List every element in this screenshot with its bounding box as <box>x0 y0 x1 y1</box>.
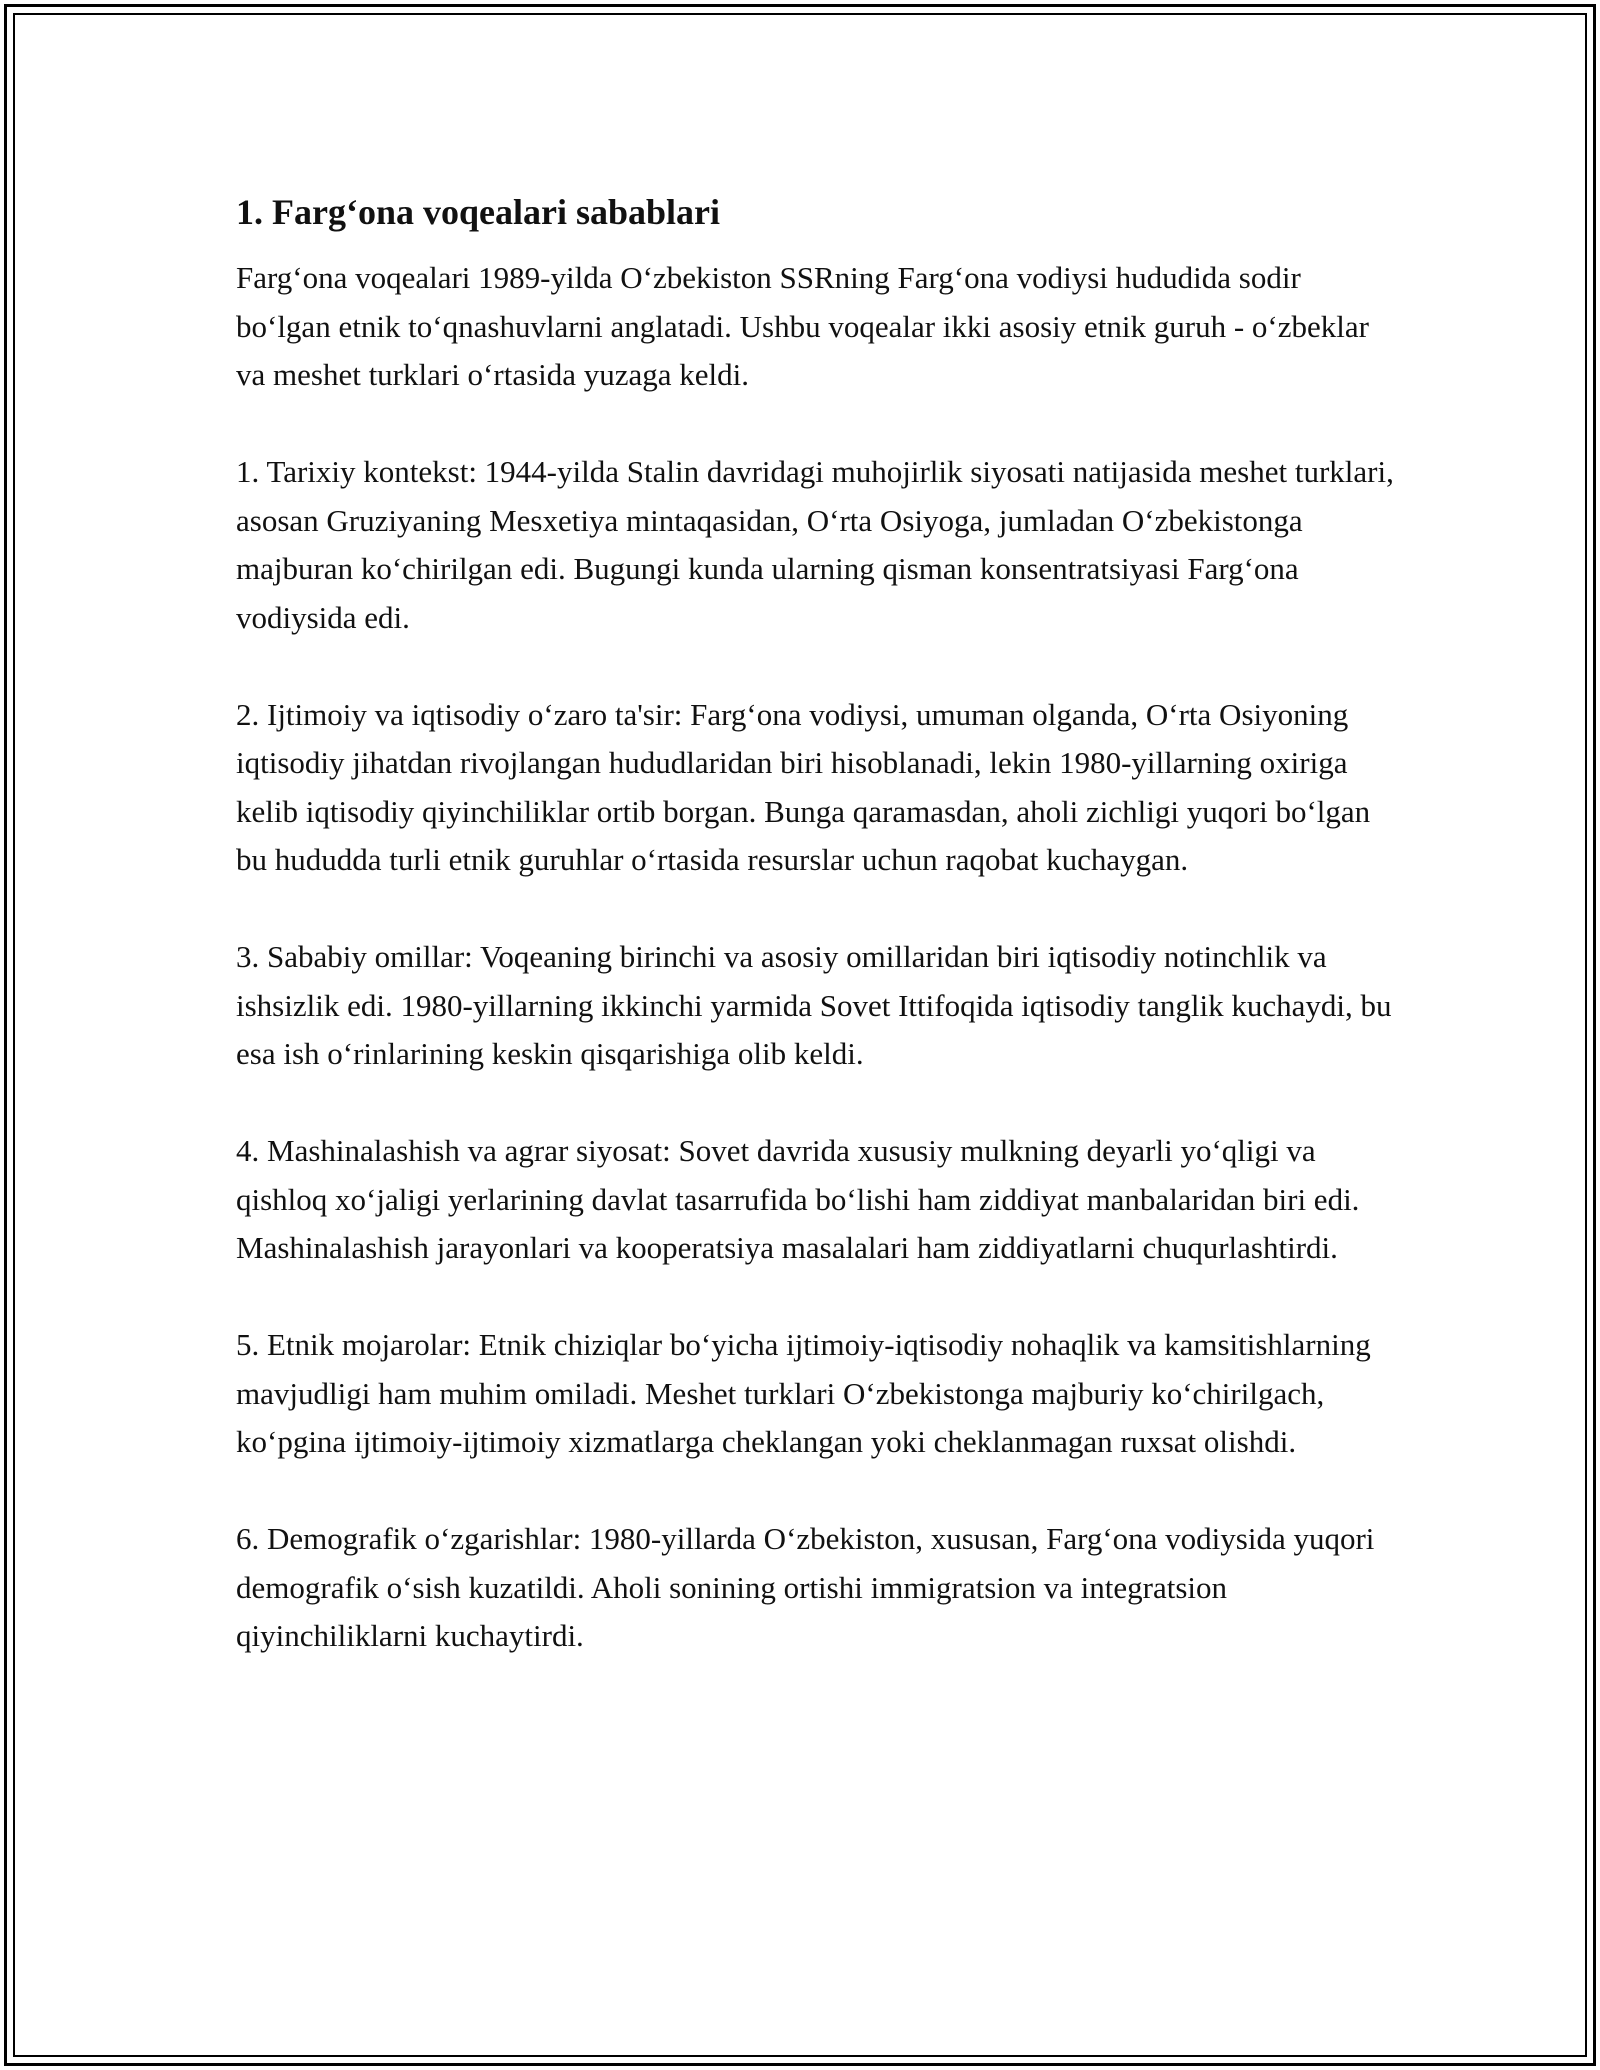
paragraph-demographic-changes: 6. Demografik o‘zgarishlar: 1980-yillarda O‘zbekiston, xususan, Farg‘ona vodiysida yuqori demografik o‘sish kuzatildi. Aholi sonining ortishi immigratsion va integratsion qiyinchiliklarni kuchaytirdi. <box>236 1521 1375 1653</box>
paragraph-causal-factors: 3. Sababiy omillar: Voqeaning birinchi va asosiy omillaridan biri iqtisodiy notinchlik va ishsizlik edi. 1980-yillarning ikkinchi yarmida Sovet Ittifoqida iqtisodiy tanglik kuchaydi, bu esa ish o‘rinlarining keskin qisqarishiga olib keldi. <box>236 939 1392 1071</box>
paragraph-agrarian-policy: 4. Mashinalashish va agrar siyosat: Sovet davrida xususiy mulkning deyarli yo‘qligi va qishloq xo‘jaligi yerlarining davlat tasarrufida bo‘lishi ham ziddiyat manbalaridan biri edi. Mashinalashish jarayonlari va kooperatsiya masalalari ham ziddiyatlarni chuqurlashtirdi. <box>236 1133 1360 1265</box>
paragraph-socio-economic: 2. Ijtimoiy va iqtisodiy o‘zaro ta'sir: Farg‘ona vodiysi, umuman olganda, O‘rta Osiyoning iqtisodiy jihatdan rivojlangan hududlaridan biri hisoblanadi, lekin 1980-yillarning oxiriga kelib iqtisodiy qiyinchiliklar ortib borgan. Bunga qaramasdan, aholi zichligi yuqori bo‘lgan bu hududda turli etnik guruhlar o‘rtasida resurslar uchun raqobat kuchaygan. <box>236 696 1371 877</box>
paragraph-historical-context: 1. Tarixiy kontekst: 1944-yilda Stalin davridagi muhojirlik siyosati natijasida meshet turklari, asosan Gruziyaning Mesxetiya mintaqasidan, O‘rta Osiyoga, jumladan O‘zbekistonga majburan ko‘chirilgan edi. Bugungi kunda ularning qisman konsentratsiyasi Farg‘ona vodiysida edi. <box>236 454 1394 635</box>
intro-paragraph: Farg‘ona voqealari 1989-yilda O‘zbekiston SSRning Farg‘ona vodiysi hududida sodir bo‘lgan etnik to‘qnashuvlarni anglatadi. Ushbu voqealar ikki asosiy etnik guruh - o‘zbeklar va meshet turklari o‘rtasida yuzaga keldi. <box>236 260 1369 392</box>
paragraph-ethnic-conflicts: 5. Etnik mojarolar: Etnik chiziqlar bo‘yicha ijtimoiy-iqtisodiy nohaqlik va kamsitishlarning mavjudligi ham muhim omiladi. Meshet turklari O‘zbekistonga majburiy ko‘chirilgach, ko‘pgina ijtimoiy-ijtimoiy xizmatlarga cheklangan yoki cheklanmagan ruxsat olishdi. <box>236 1327 1371 1459</box>
section-title: 1. Farg‘ona voqealari sabablari <box>236 192 720 232</box>
document-body <box>236 188 1396 1709</box>
